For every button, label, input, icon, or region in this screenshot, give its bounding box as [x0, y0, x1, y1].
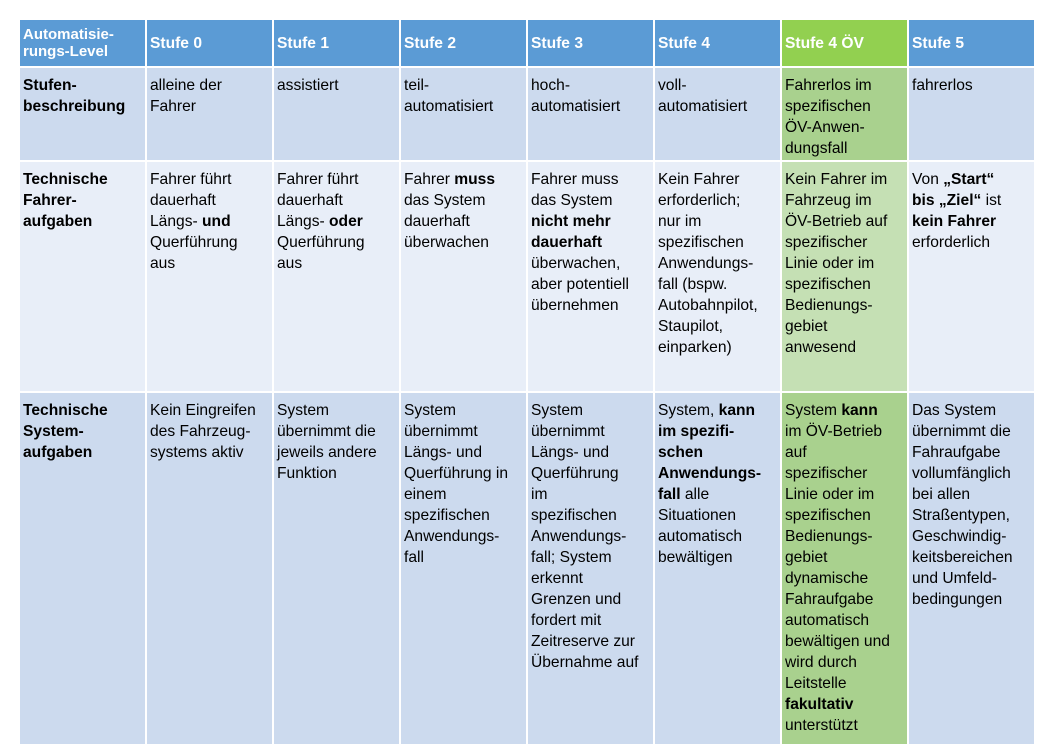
cell-line [658, 96, 778, 117]
cell-line [404, 547, 524, 568]
cell-line [531, 463, 651, 484]
bold-text: muss [454, 171, 496, 188]
cell-line [150, 96, 270, 117]
text: erkennt [531, 570, 584, 587]
text: auf [785, 444, 807, 461]
text: Längs- [150, 213, 203, 230]
cell-line [531, 190, 651, 211]
cell-line [912, 526, 1032, 547]
cell-line [912, 75, 1032, 96]
automation-levels-table [20, 20, 1034, 744]
cell-line [658, 337, 778, 358]
row-label-line: Fahrer- [23, 192, 77, 209]
cell-line [277, 169, 397, 190]
text: spezifischen [531, 507, 617, 524]
cell-line [658, 274, 778, 295]
text: Bedienungs- [785, 297, 873, 314]
cell-line [277, 400, 397, 421]
cell-stufenbeschreibung-level-4 [655, 68, 780, 160]
text: assistiert [277, 77, 339, 94]
cell-line [150, 232, 270, 253]
text: Staupilot, [658, 318, 724, 335]
cell-line [658, 211, 778, 232]
text: Querführung [277, 234, 365, 251]
text: automatisiert [404, 98, 494, 115]
text: Anwendungs- [404, 528, 500, 545]
cell-line [658, 232, 778, 253]
cell-line [785, 568, 905, 589]
cell-line [658, 547, 778, 568]
text: spezifischen [658, 234, 744, 251]
cell-line [658, 253, 778, 274]
cell-line [658, 484, 778, 505]
cell-line [658, 316, 778, 337]
cell-line [658, 505, 778, 526]
text: bewältigen [658, 549, 733, 566]
text: Straßentypen, [912, 507, 1010, 524]
text: nur im [658, 213, 702, 230]
bold-text: nicht mehr [531, 213, 611, 230]
bold-text: „Start“ [943, 171, 995, 188]
cell-line [785, 190, 905, 211]
text: automatisch [658, 528, 743, 545]
cell-line [912, 421, 1032, 442]
bold-text: und [202, 213, 231, 230]
text: dauerhaft [277, 192, 343, 209]
text: übernimmt [531, 423, 605, 440]
cell-line [404, 526, 524, 547]
text: fahrerlos [912, 77, 973, 94]
text: fall; System [531, 549, 612, 566]
cell-line [531, 442, 651, 463]
text: jeweils andere [277, 444, 377, 461]
text: Fahrer muss [531, 171, 619, 188]
cell-line [912, 484, 1032, 505]
text: fall [404, 549, 424, 566]
bold-text: dauerhaft [531, 234, 603, 251]
text: System [404, 402, 456, 419]
cell-line [277, 75, 397, 96]
text: gebiet [785, 318, 828, 335]
cell-fahreraufgaben-level-3 [528, 162, 653, 391]
text: Übernahme auf [531, 654, 639, 671]
cell-line [404, 96, 524, 117]
cell-line [150, 421, 270, 442]
text: Anwendungs- [658, 255, 754, 272]
header-corner-line: rungs-Level [23, 43, 109, 60]
cell-line [785, 96, 905, 117]
cell-stufenbeschreibung-level-3 [528, 68, 653, 160]
text: Fahrerlos im [785, 77, 872, 94]
text: automatisiert [531, 98, 621, 115]
text: Geschwindig- [912, 528, 1007, 545]
cell-line [658, 75, 778, 96]
text: aus [277, 255, 303, 272]
header-stufe-4-oev: Stufe 4 ÖV [782, 20, 907, 66]
bold-text: kann [841, 402, 878, 419]
cell-line [531, 526, 651, 547]
cell-line [531, 505, 651, 526]
cell-fahreraufgaben-level-0 [147, 162, 272, 391]
text: gebiet [785, 549, 828, 566]
cell-line [531, 253, 651, 274]
cell-line [531, 169, 651, 190]
text: dauerhaft [150, 192, 216, 209]
text: übernimmt die [277, 423, 376, 440]
cell-line [658, 442, 778, 463]
text: überwachen [404, 234, 489, 251]
cell-line [785, 337, 905, 358]
text: fordert mit [531, 612, 602, 629]
cell-line [785, 442, 905, 463]
cell-line [785, 547, 905, 568]
row-label-line: System- [23, 423, 84, 440]
text: Linie oder im [785, 486, 875, 503]
cell-systemaufgaben-level-6 [909, 393, 1034, 744]
text: Von [912, 171, 944, 188]
header-corner-line: Automatisie- [23, 26, 114, 43]
cell-line [277, 232, 397, 253]
cell-line [531, 421, 651, 442]
header-corner [20, 20, 145, 66]
bold-text: fall [658, 486, 681, 503]
text: Zeitreserve zur [531, 633, 635, 650]
cell-line [785, 526, 905, 547]
cell-line [404, 442, 524, 463]
cell-line [404, 232, 524, 253]
cell-line [531, 232, 651, 253]
row-label-line: aufgaben [23, 444, 93, 461]
cell-systemaufgaben-level-4 [655, 393, 780, 744]
cell-line [658, 421, 778, 442]
cell-line [404, 211, 524, 232]
cell-line [785, 589, 905, 610]
cell-line [531, 631, 651, 652]
text: das System [404, 192, 486, 209]
cell-stufenbeschreibung-level-2 [401, 68, 526, 160]
text: dungsfall [785, 140, 848, 157]
row-label-line: Technische [23, 402, 108, 419]
cell-line [150, 442, 270, 463]
cell-systemaufgaben-level-0 [147, 393, 272, 744]
text: fall (bspw. [658, 276, 728, 293]
cell-line [531, 568, 651, 589]
text: Grenzen und [531, 591, 622, 608]
text: Querführung [531, 465, 619, 482]
text: alleine der [150, 77, 222, 94]
cell-stufenbeschreibung-level-6 [909, 68, 1034, 160]
cell-line [658, 295, 778, 316]
cell-line [785, 673, 905, 694]
text: alle [680, 486, 710, 503]
cell-line [531, 400, 651, 421]
row-label-line: aufgaben [23, 213, 93, 230]
cell-line [531, 211, 651, 232]
bold-text: Anwendungs- [658, 465, 762, 482]
text: des Fahrzeug- [150, 423, 251, 440]
text: Kein Eingreifen [150, 402, 256, 419]
cell-line [531, 589, 651, 610]
text: spezifischen [785, 98, 871, 115]
bold-text: fakultativ [785, 696, 854, 713]
text: voll- [658, 77, 687, 94]
text: das System [531, 192, 613, 209]
cell-line [531, 652, 651, 673]
cell-line [912, 169, 1032, 190]
cell-line [404, 75, 524, 96]
cell-line [785, 400, 905, 421]
cell-line [404, 169, 524, 190]
cell-line [150, 190, 270, 211]
text: Fahrer [404, 171, 455, 188]
text: überwachen, [531, 255, 621, 272]
header-stufe-0: Stufe 0 [147, 20, 272, 66]
text: Kein Fahrer im [785, 171, 888, 188]
text: systems aktiv [150, 444, 244, 461]
text: System [531, 402, 583, 419]
cell-fahreraufgaben-level-5 [782, 162, 907, 391]
cell-systemaufgaben-level-1 [274, 393, 399, 744]
cell-line [404, 505, 524, 526]
cell-line [785, 610, 905, 631]
text: und Umfeld- [912, 570, 997, 587]
text: spezifischer [785, 465, 868, 482]
bold-text: bis „Ziel“ [912, 192, 982, 209]
header-stufe-3: Stufe 3 [528, 20, 653, 66]
cell-line [404, 400, 524, 421]
cell-line [785, 631, 905, 652]
cell-stufenbeschreibung-level-0 [147, 68, 272, 160]
text: Fahraufgabe [785, 591, 874, 608]
cell-line [785, 211, 905, 232]
cell-systemaufgaben-level-3 [528, 393, 653, 744]
cell-line [912, 505, 1032, 526]
cell-line [150, 211, 270, 232]
bold-text: kann [718, 402, 756, 419]
cell-line [912, 547, 1032, 568]
cell-line [785, 652, 905, 673]
cell-systemaufgaben-level-2 [401, 393, 526, 744]
text: dynamische [785, 570, 869, 587]
cell-line [277, 463, 397, 484]
text: spezifischen [785, 507, 871, 524]
text: hoch- [531, 77, 571, 94]
text: automatisiert [658, 98, 748, 115]
text: bei allen [912, 486, 971, 503]
cell-fahreraufgaben-level-4 [655, 162, 780, 391]
bold-text: kein Fahrer [912, 213, 997, 230]
header-stufe-1: Stufe 1 [274, 20, 399, 66]
cell-line [785, 232, 905, 253]
cell-line [277, 211, 397, 232]
cell-line [912, 463, 1032, 484]
text: System [277, 402, 329, 419]
text: bedingungen [912, 591, 1003, 608]
cell-line [150, 75, 270, 96]
text: automatisch [785, 612, 870, 629]
cell-fahreraufgaben-level-6 [909, 162, 1034, 391]
text: unterstützt [785, 717, 858, 734]
cell-line [404, 463, 524, 484]
text: Querführung [150, 234, 238, 251]
text: spezifischen [785, 276, 871, 293]
cell-line [785, 253, 905, 274]
cell-line [912, 442, 1032, 463]
cell-line [277, 442, 397, 463]
text: übernimmt die [912, 423, 1011, 440]
text: vollumfänglich [912, 465, 1011, 482]
cell-line [531, 274, 651, 295]
cell-line [785, 75, 905, 96]
bold-text: schen [658, 444, 704, 461]
cell-line [658, 190, 778, 211]
text: bewältigen und [785, 633, 890, 650]
text: einparken) [658, 339, 732, 356]
cell-line [912, 211, 1032, 232]
row-label-line: Stufen- [23, 77, 77, 94]
text: im ÖV-Betrieb [785, 423, 883, 440]
cell-line [531, 96, 651, 117]
text: aus [150, 255, 176, 272]
cell-line [785, 484, 905, 505]
bold-text: oder [329, 213, 363, 230]
cell-line [912, 568, 1032, 589]
cell-line [531, 75, 651, 96]
cell-line [404, 484, 524, 505]
cell-line [658, 169, 778, 190]
text: anwesend [785, 339, 857, 356]
text: System [785, 402, 842, 419]
text: übernimmt [404, 423, 478, 440]
text: teil- [404, 77, 430, 94]
text: Fahrer [150, 98, 196, 115]
cell-line [785, 694, 905, 715]
text: erforderlich; [658, 192, 741, 209]
cell-fahreraufgaben-level-2 [401, 162, 526, 391]
cell-line [531, 547, 651, 568]
text: spezifischen [404, 507, 490, 524]
text: Autobahnpilot, [658, 297, 758, 314]
text: Fahrzeug im [785, 192, 872, 209]
cell-line [912, 232, 1032, 253]
row-label-systemaufgaben [20, 393, 145, 744]
row-label-fahreraufgaben [20, 162, 145, 391]
text: erforderlich [912, 234, 990, 251]
cell-line [785, 316, 905, 337]
cell-fahreraufgaben-level-1 [274, 162, 399, 391]
cell-line [785, 421, 905, 442]
text: dauerhaft [404, 213, 470, 230]
text: spezifischer [785, 234, 868, 251]
text: ÖV-Betrieb auf [785, 213, 888, 230]
cell-line [150, 169, 270, 190]
cell-line [404, 421, 524, 442]
text: ÖV-Anwen- [785, 119, 865, 136]
cell-line [531, 610, 651, 631]
cell-line [785, 138, 905, 159]
cell-line [912, 589, 1032, 610]
cell-line [785, 715, 905, 736]
text: Linie oder im [785, 255, 875, 272]
text: Funktion [277, 465, 337, 482]
text: Längs- [277, 213, 330, 230]
header-stufe-5: Stufe 5 [909, 20, 1034, 66]
text: Bedienungs- [785, 528, 873, 545]
text: ist [981, 192, 1002, 209]
text: Kein Fahrer [658, 171, 740, 188]
cell-line [150, 400, 270, 421]
text: Fahrer führt [277, 171, 359, 188]
text: Querführung in [404, 465, 509, 482]
cell-line [531, 484, 651, 505]
header-stufe-4: Stufe 4 [655, 20, 780, 66]
cell-line [785, 463, 905, 484]
cell-line [912, 400, 1032, 421]
text: aber potentiell [531, 276, 629, 293]
text: einem [404, 486, 447, 503]
text: Das System [912, 402, 997, 419]
text: Längs- und [531, 444, 610, 461]
cell-line [785, 505, 905, 526]
text: Fahrer führt [150, 171, 232, 188]
cell-line [785, 274, 905, 295]
cell-line [658, 400, 778, 421]
text: wird durch [785, 654, 857, 671]
text: Anwendungs- [531, 528, 627, 545]
cell-line [277, 190, 397, 211]
header-stufe-2: Stufe 2 [401, 20, 526, 66]
cell-stufenbeschreibung-level-5 [782, 68, 907, 160]
row-label-line: beschreibung [23, 98, 126, 115]
cell-systemaufgaben-level-5 [782, 393, 907, 744]
text: Längs- und [404, 444, 483, 461]
cell-line [658, 463, 778, 484]
cell-line [785, 295, 905, 316]
cell-line [150, 253, 270, 274]
cell-line [277, 253, 397, 274]
row-label-stufenbeschreibung [20, 68, 145, 160]
text: Fahraufgabe [912, 444, 1001, 461]
text: Situationen [658, 507, 737, 524]
cell-line [277, 421, 397, 442]
cell-line [531, 295, 651, 316]
cell-stufenbeschreibung-level-1 [274, 68, 399, 160]
cell-line [404, 190, 524, 211]
text: keitsbereichen [912, 549, 1013, 566]
bold-text: im spezifi- [658, 423, 735, 440]
cell-line [785, 169, 905, 190]
cell-line [785, 117, 905, 138]
text: System, [658, 402, 719, 419]
text: im [531, 486, 548, 503]
cell-line [658, 526, 778, 547]
text: Leitstelle [785, 675, 847, 692]
text: übernehmen [531, 297, 619, 314]
row-label-line: Technische [23, 171, 108, 188]
cell-line [912, 190, 1032, 211]
